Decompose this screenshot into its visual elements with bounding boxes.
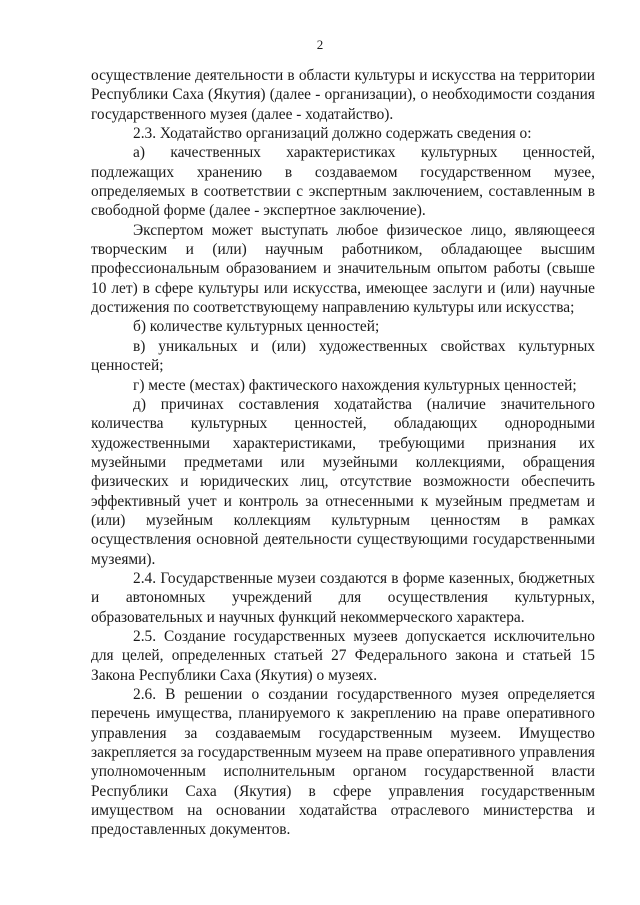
paragraph-2-4: 2.4. Государственные музеи создаются в форме казенных, бюджетных и автономных учреждений для осуществления культурных, образовательных и научных функций некоммерческого характера.	[91, 569, 595, 626]
paragraph-2-6: 2.6. В решении о создании государственного музея определяется перечень имущества, планируемого к закреплению на праве оперативного управления за создаваемым государственным музеем. Имущество закрепляется за государственным музеем на праве оперативного управления уполномоченным исполнительным органом государственной власти Республики Саха (Якутия) в сфере управления государственным имуществом на основании ходатайства отраслевого министерства и предоставленных документов.	[91, 686, 595, 839]
paragraph-2-3-b: б) количестве культурных ценностей;	[133, 318, 380, 336]
paragraph-2-3-d: д) причинах составления ходатайства (наличие значительного количества культурных ценностей, обладающих однородными художественными характеристиками, требующими признания их музейными предметами или музейными коллекциями, обращения физических и юридических лиц, отсутствие возможности обеспечить эффективный учет и контроль за отнесенными к музейным предметам и (или) музейным коллекциям культурным ценностям в рамках осуществления основной деятельности существующими государственными музеями).	[91, 395, 595, 568]
paragraph-2-3-v: в) уникальных и (или) художественных свойствах культурных ценностей;	[91, 337, 595, 375]
document-body	[91, 66, 595, 840]
paragraph-expert-definition: Экспертом может выступать любое физическое лицо, являющееся творческим и (или) научным работником, обладающее высшим профессиональным образованием и значительным опытом работы (свыше 10 лет) в сфере культуры или искусства, имеющее заслуги и (или) научные достижения по соответствующему направлению культуры или искусства;	[91, 221, 595, 317]
paragraph-2-3: 2.3. Ходатайство организаций должно содержать сведения о:	[133, 125, 532, 143]
paragraph-2-3-g: г) месте (местах) фактического нахождения культурных ценностей;	[133, 376, 577, 394]
page-number: 2	[316, 37, 324, 52]
paragraph-intro-continuation: осуществление деятельности в области культуры и искусства на территории Республики Саха (Якутия) (далее - организации), о необходимости создания государственного музея (далее - ходатайство).	[91, 67, 595, 123]
paragraph-2-5: 2.5. Создание государственных музеев допускается исключительно для целей, определенных статьей 27 Федерального закона и статьей 15 Закона Республики Саха (Якутия) о музеях.	[91, 627, 595, 684]
paragraph-2-3-a: а) качественных характеристиках культурных ценностей, подлежащих хранению в создаваемом государственном музее, определяемых в соответствии с экспертным заключением, составленным в свободной форме (далее - экспертное заключение).	[91, 144, 595, 220]
